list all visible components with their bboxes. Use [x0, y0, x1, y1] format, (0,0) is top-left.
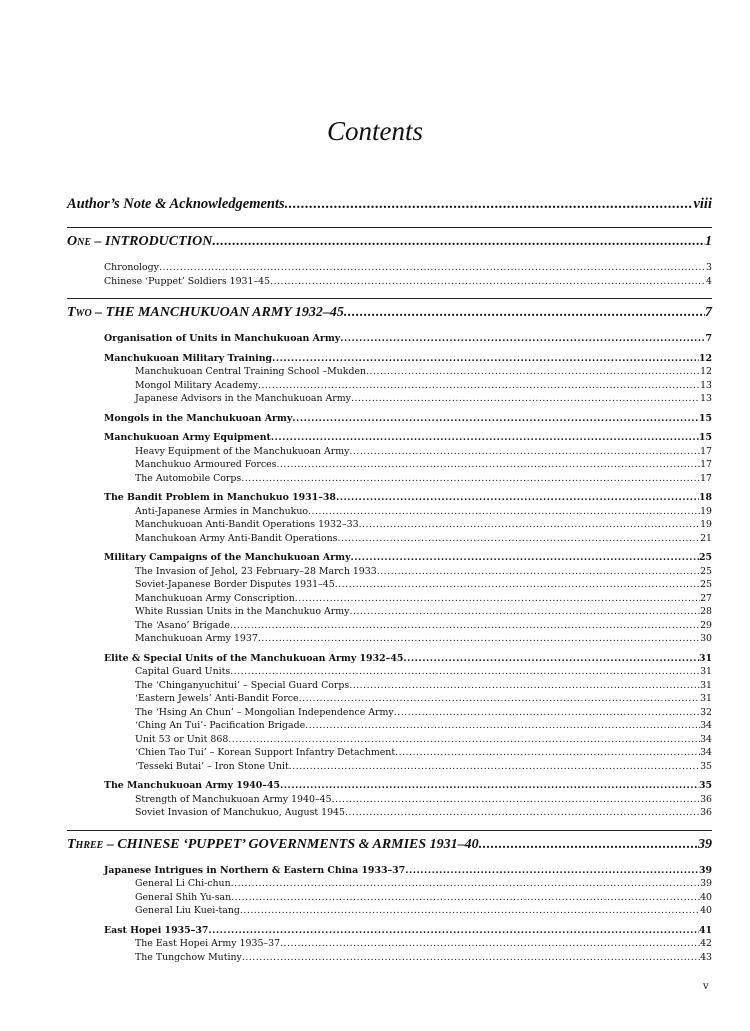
- toc-entry-label: Mongol Military Academy: [135, 379, 258, 391]
- toc-subsection-entry[interactable]: [67, 366, 712, 380]
- toc-subsection-entry[interactable]: [67, 620, 712, 634]
- dot-leader: [305, 720, 700, 731]
- toc-entry-label: Manchukoan Army Anti-Bandit Operations: [135, 532, 338, 544]
- toc-page-number: 15: [698, 412, 712, 424]
- toc-subsection-entry[interactable]: [67, 393, 712, 407]
- toc-page-number: 3: [706, 262, 712, 273]
- dot-leader: [292, 413, 699, 424]
- toc-page-number: 42: [700, 938, 712, 949]
- dot-leader: [208, 925, 699, 936]
- toc-entry-label: General Shih Yu-san: [135, 891, 232, 903]
- toc-page-number: 30: [700, 633, 712, 644]
- toc-entry-label: Manchukuoan Army Conscription: [135, 592, 295, 604]
- dot-leader: [280, 938, 700, 949]
- toc-entry-label: Manchukuo Armoured Forces: [135, 459, 277, 470]
- dot-leader: [405, 865, 699, 876]
- dot-leader: [377, 566, 700, 577]
- toc-section-heading[interactable]: [67, 865, 712, 879]
- toc-subsection-entry[interactable]: [67, 633, 712, 647]
- toc-subsection-entry[interactable]: [67, 459, 712, 473]
- toc-page-number: 34: [700, 747, 712, 758]
- toc-page-number: 27: [700, 592, 712, 604]
- dot-leader: [336, 492, 699, 503]
- dot-leader: [351, 552, 699, 563]
- toc-section-heading[interactable]: [67, 333, 712, 347]
- toc-entry-label: Heavy Equipment of the Manchukuoan Army: [135, 445, 350, 457]
- toc-entry-label: Unit 53 or Unit 868: [135, 733, 229, 745]
- toc-entry-label: Manchukuoan Army Equipment: [104, 432, 271, 443]
- toc-page-number: 34: [700, 720, 712, 731]
- page-title: Contents: [326, 116, 423, 146]
- toc-section-heading[interactable]: [67, 925, 712, 939]
- toc-page-number: 19: [700, 505, 712, 517]
- toc-page-number: 35: [700, 760, 712, 772]
- toc-page-number: 43: [700, 951, 712, 963]
- toc-page-number: 31: [698, 652, 712, 664]
- toc-chapter-two[interactable]: [67, 305, 712, 327]
- toc-page-number: 34: [700, 733, 712, 745]
- toc-page-number: 39: [698, 836, 712, 852]
- toc-subsection-entry[interactable]: [67, 680, 712, 694]
- toc-subsection-entry[interactable]: [67, 807, 712, 821]
- toc-entry-label: White Russian Units in the Manchukuo Army: [135, 606, 350, 617]
- toc-entry-label: Elite & Special Units of the Manchukuoan Army 1932–45: [104, 652, 404, 664]
- toc-entry-label: The Invasion of Jehol, 23 February–28 March 1933: [135, 565, 377, 577]
- dot-leader: [231, 878, 700, 889]
- toc-subsection-entry[interactable]: [67, 606, 712, 620]
- dot-leader: [340, 333, 705, 344]
- toc-page-number: 4: [706, 275, 712, 287]
- toc-entry-label: The East Hopei Army 1935–37: [135, 938, 281, 949]
- dot-leader: [159, 262, 706, 273]
- toc-page-number: 17: [700, 472, 712, 484]
- toc-subsection-entry[interactable]: [67, 892, 712, 906]
- chapter-title: – CHINESE ‘PUPPET’ GOVERNMENTS & ARMIES 1931–40: [103, 836, 479, 852]
- toc-entry-label: The ‘Asano’ Brigade: [135, 619, 230, 631]
- toc-section-entry[interactable]: [67, 276, 712, 290]
- dot-leader: [337, 533, 700, 544]
- toc-page-number: 17: [700, 459, 712, 470]
- toc-entry-label: Soviet-Japanese Border Disputes 1931–45: [135, 579, 335, 590]
- toc-entry-label: General Liu Kuei-tang: [135, 905, 240, 916]
- toc-entry-label: The Tungchow Mutiny: [135, 951, 242, 963]
- toc-entry-label: The Manchukuoan Army 1940–45: [104, 780, 281, 791]
- toc-entry-label: General Li Chi-chun: [135, 878, 231, 889]
- toc-page-number: viii: [693, 196, 712, 212]
- toc-entry-label: ‘Eastern Jewels’ Anti-Bandit Force: [135, 693, 299, 704]
- chapter-number: Two: [67, 305, 92, 320]
- toc-entry-label: Chronology: [104, 262, 159, 273]
- toc-entry-label: Strength of Manchukuoan Army 1940–45: [135, 793, 332, 805]
- toc-subsection-entry[interactable]: [67, 938, 712, 952]
- toc-entry-label: East Hopei 1935–37: [104, 924, 209, 936]
- toc-subsection-entry[interactable]: [67, 533, 712, 547]
- dot-leader: [230, 620, 700, 631]
- table-of-contents: [67, 196, 712, 965]
- dot-leader: [289, 761, 700, 772]
- toc-subsection-entry[interactable]: [67, 952, 712, 966]
- toc-page-number: 40: [700, 905, 712, 916]
- dot-leader: [479, 837, 698, 853]
- toc-subsection-entry[interactable]: [67, 707, 712, 721]
- toc-entry-label: Author’s Note & Acknowledgements: [67, 196, 285, 212]
- dot-leader: [349, 606, 700, 617]
- dot-leader: [240, 905, 700, 916]
- toc-entry-label: Organisation of Units in Manchukuoan Army: [104, 333, 341, 344]
- page-folio: v: [703, 981, 709, 992]
- toc-subsection-entry[interactable]: [67, 878, 712, 892]
- dot-leader: [308, 506, 700, 517]
- dot-leader: [271, 432, 699, 443]
- toc-section-heading[interactable]: [67, 780, 712, 794]
- toc-subsection-entry[interactable]: [67, 666, 712, 680]
- toc-entry-label: Anti-Japanese Armies in Manchukuo: [135, 505, 309, 517]
- toc-entry-label: Soviet Invasion of Manchukuo, August 1945: [135, 807, 345, 818]
- dot-leader: [258, 633, 700, 644]
- dot-leader: [295, 593, 700, 604]
- toc-page-number: 12: [698, 352, 712, 364]
- dot-leader: [230, 666, 700, 677]
- toc-entry-label: Manchukuoan Anti-Bandit Operations 1932–33: [135, 519, 359, 530]
- toc-page-number: 25: [700, 565, 712, 577]
- dot-leader: [351, 393, 700, 404]
- toc-section-entry[interactable]: [67, 262, 712, 276]
- toc-entry-label: Japanese Advisors in the Manchukuoan Army: [135, 393, 351, 404]
- toc-entry-label: ‘Chien Tao Tui’ – Korean Support Infantry Detachment: [135, 747, 396, 758]
- toc-page-number: 21: [700, 532, 712, 544]
- dot-leader: [344, 305, 705, 321]
- toc-page-number: 35: [698, 780, 712, 791]
- dot-leader: [345, 807, 700, 818]
- toc-page-number: 39: [698, 864, 712, 876]
- toc-subsection-entry[interactable]: [67, 446, 712, 460]
- toc-section-heading[interactable]: [67, 552, 712, 566]
- toc-subsection-entry[interactable]: [67, 720, 712, 734]
- toc-section-heading[interactable]: [67, 432, 712, 446]
- toc-subsection-entry[interactable]: [67, 473, 712, 487]
- toc-page-number: 29: [700, 619, 712, 631]
- dot-leader: [335, 579, 700, 590]
- toc-section-heading[interactable]: [67, 492, 712, 506]
- toc-entry-label: The ‘Hsing An Chun’ – Mongolian Independence Army: [135, 706, 394, 718]
- toc-entry-label: Japanese Intrigues in Northern & Eastern China 1933–37: [104, 864, 406, 876]
- dot-leader: [276, 459, 700, 470]
- dot-leader: [241, 473, 700, 484]
- toc-page-number: 31: [700, 679, 712, 691]
- toc-subsection-entry[interactable]: [67, 693, 712, 707]
- dot-leader: [395, 747, 700, 758]
- dot-leader: [270, 276, 706, 287]
- toc-page-number: 19: [700, 519, 712, 530]
- dot-leader: [212, 234, 705, 250]
- toc-page-number: 15: [698, 432, 712, 443]
- toc-subsection-entry[interactable]: [67, 734, 712, 748]
- chapter-title: – INTRODUCTION: [91, 234, 213, 249]
- dot-leader: [258, 380, 700, 391]
- toc-entry-label: Manchukuoan Military Training: [104, 352, 273, 364]
- toc-entry-author-note[interactable]: [67, 196, 712, 218]
- toc-page-number: 32: [700, 706, 712, 718]
- toc-page-number: 25: [698, 552, 712, 563]
- toc-page-number: 36: [700, 793, 712, 805]
- toc-subsection-entry[interactable]: [67, 593, 712, 607]
- toc-page-number: 17: [700, 445, 712, 457]
- toc-subsection-entry[interactable]: [67, 905, 712, 919]
- toc-page-number: 39: [700, 878, 712, 889]
- dot-leader: [332, 794, 701, 805]
- dot-leader: [403, 653, 699, 664]
- toc-entry-label: Manchukuoan Army 1937: [135, 633, 258, 644]
- dot-leader: [231, 892, 700, 903]
- toc-page-number: 18: [698, 492, 712, 503]
- toc-page-number: 13: [700, 379, 712, 391]
- toc-page-number: 1: [705, 234, 712, 249]
- toc-section-heading[interactable]: [67, 653, 712, 667]
- toc-page-number: 40: [700, 891, 712, 903]
- toc-page-number: 7: [705, 333, 712, 344]
- toc-entry-label: The Bandit Problem in Manchukuo 1931–38: [104, 492, 336, 503]
- toc-chapter-one[interactable]: [67, 234, 712, 256]
- toc-entry-label: The ‘Chinganyuchitui’ – Special Guard Corps: [135, 679, 350, 691]
- toc-entry-label: Mongols in the Manchukuoan Army: [104, 412, 293, 424]
- toc-entry-label: The Automobile Corps: [135, 472, 242, 484]
- dot-leader: [394, 707, 700, 718]
- toc-page-number: 31: [700, 693, 712, 704]
- toc-subsection-entry[interactable]: [67, 579, 712, 593]
- toc-entry-label: ‘Tesseki Butai’ – Iron Stone Unit: [135, 760, 289, 772]
- toc-subsection-entry[interactable]: [67, 747, 712, 761]
- dot-leader: [349, 680, 700, 691]
- dot-leader: [359, 519, 701, 530]
- toc-chapter-three[interactable]: [67, 837, 712, 859]
- toc-subsection-entry[interactable]: [67, 761, 712, 775]
- toc-entry-label: ‘Ching An Tui’- Pacification Brigade: [135, 720, 306, 731]
- toc-subsection-entry[interactable]: [67, 380, 712, 394]
- toc-subsection-entry[interactable]: [67, 519, 712, 533]
- dot-leader: [242, 952, 700, 963]
- chapter-number: One: [67, 234, 92, 249]
- toc-page-number: 25: [700, 579, 712, 590]
- toc-subsection-entry[interactable]: [67, 794, 712, 808]
- toc-page-number: 41: [698, 924, 712, 936]
- toc-page-number: 7: [705, 305, 712, 320]
- toc-page-number: 36: [700, 807, 712, 818]
- toc-entry-label: Military Campaigns of the Manchukuoan Army: [104, 552, 351, 563]
- toc-entry-label: Manchukuoan Central Training School –Mukden: [135, 366, 367, 377]
- toc-subsection-entry[interactable]: [67, 566, 712, 580]
- toc-page-number: 28: [700, 606, 712, 617]
- dot-leader: [228, 734, 700, 745]
- toc-page-number: 13: [700, 393, 712, 404]
- toc-entry-label: Capital Guard Units: [135, 666, 231, 677]
- chapter-title: – THE MANCHUKUOAN ARMY 1932–45: [91, 305, 344, 320]
- toc-page-number: 12: [700, 366, 712, 377]
- chapter-number: Three: [67, 836, 104, 852]
- dot-leader: [272, 353, 699, 364]
- toc-section-heading[interactable]: [67, 353, 712, 367]
- toc-subsection-entry[interactable]: [67, 506, 712, 520]
- toc-page-number: 31: [700, 666, 712, 677]
- dot-leader: [285, 196, 694, 213]
- toc-entry-label: Chinese ‘Puppet’ Soldiers 1931–45: [104, 275, 271, 287]
- dot-leader: [349, 446, 700, 457]
- dot-leader: [280, 780, 699, 791]
- toc-section-heading[interactable]: [67, 413, 712, 427]
- dot-leader: [366, 366, 700, 377]
- dot-leader: [299, 693, 700, 704]
